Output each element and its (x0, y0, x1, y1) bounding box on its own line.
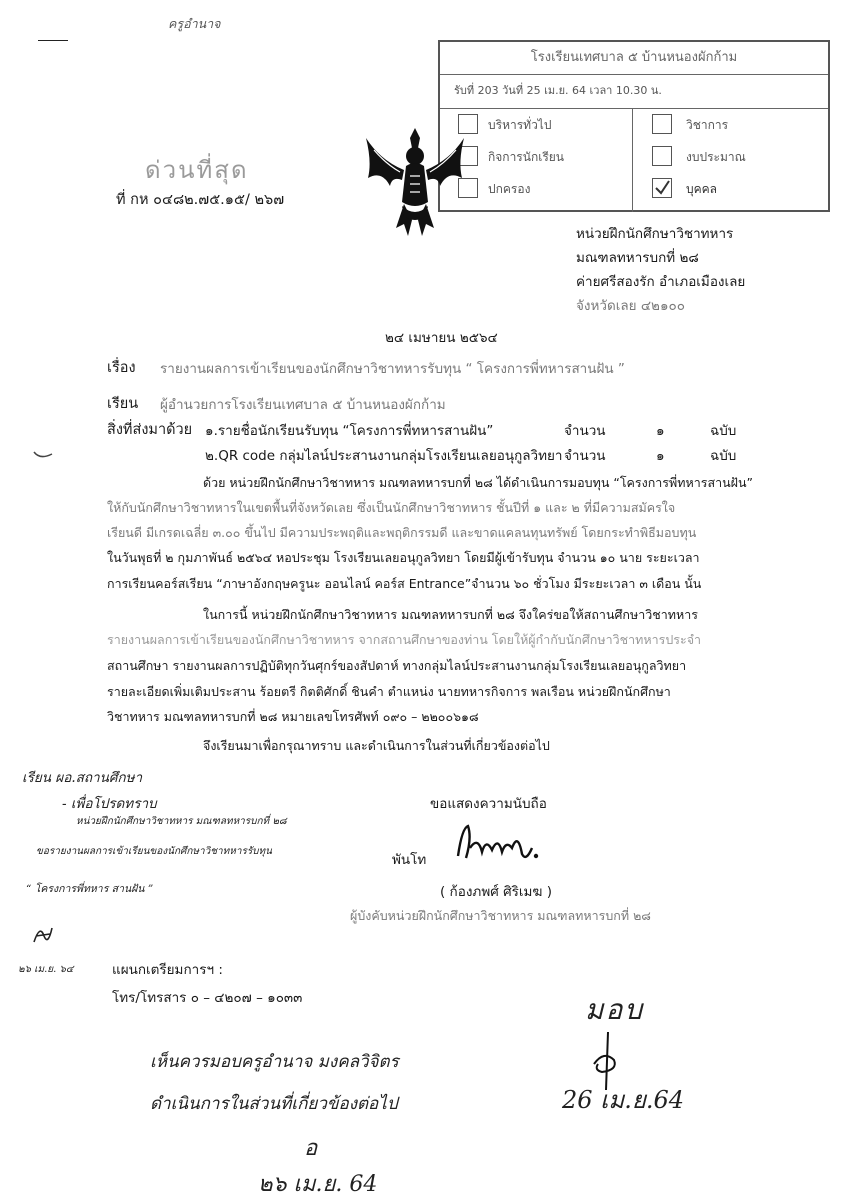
hand-note-initials: อ (304, 1136, 318, 1161)
margin-note-hand-3: “ โครงการพี่ทหาร สานฝัน ” (26, 883, 154, 895)
receiving-stamp (438, 40, 830, 212)
para2-line: รายงานผลการเข้าเรียนของนักศึกษาวิชาทหาร จากสถานศึกษาของท่าน โดยให้ผู้กำกับนักศึกษาวิชาทหารประจำ (107, 632, 702, 647)
margin-date-note: ๒๖ เม.ย. ๖๔ (18, 964, 74, 975)
closing: ขอแสดงความนับถือ (430, 796, 547, 812)
enclosure-unit: ฉบับ (710, 423, 737, 439)
hand-note-line-2: ดำเนินการในส่วนที่เกี่ยวข้องต่อไป (150, 1094, 398, 1114)
enclosure-unit: ฉบับ (710, 448, 737, 464)
checkbox-academic (652, 114, 672, 134)
enclosure-item: ๑.รายชื่อนักเรียนรับทุน “โครงการพี่ทหารสานฝัน” (205, 423, 494, 439)
stamp-right-item: วิชาการ (686, 118, 729, 132)
enclosure-qty: ๑ (656, 423, 665, 439)
checkbox-budget (652, 146, 672, 166)
top-note: ครูอำนาจ (168, 16, 221, 31)
para2-line: วิชาทหาร มณฑลทหารบกที่ ๒๘ หมายเลขโทรศัพท์ ๐๙๐ – ๒๒๐๐๖๑๘ (107, 709, 479, 724)
para1-line: ด้วย หน่วยฝึกนักศึกษาวิชาทหาร มณฑลทหารบกที่ ๒๘ ได้ดำเนินการมอบทุน “โครงการพี่ทหารสานฝัน” (203, 475, 753, 490)
to-label: เรียน (107, 396, 139, 412)
garuda-emblem-icon (360, 120, 470, 250)
stamp-left-item: บริหารทั่วไป (488, 118, 552, 132)
para2-line: สถานศึกษา รายงานผลการปฏิบัติทุกวันศุกร์ของสัปดาห์ ทางกลุ่มไลน์ประสานงานกลุ่มโรงเรียนเลยอนุกูลวิทยา (107, 658, 687, 673)
para1-line: เรียนดี มีเกรดเฉลี่ย ๓.๐๐ ขึ้นไป มีความประพฤติและพฤติกรรมดี และขาดแคลนทุนทรัพย์ โดยกระทำพิธีมอบทุน (107, 525, 697, 540)
enclosure-qty-label: จำนวน (564, 423, 606, 439)
urgency-stamp: ด่วนที่สุด (145, 156, 249, 184)
margin-initial-icon (30, 922, 56, 952)
margin-note-to-head: เรียน ผอ.สถานศึกษา (22, 770, 143, 786)
enclosure-qty-label: จำนวน (564, 448, 606, 464)
binder-hole-icon (30, 432, 60, 466)
stamp-right-item: งบประมาณ (686, 150, 746, 164)
doc-number: ที่ กห ๐๔๘๒.๗๕.๑๕/ ๒๖๗ (116, 192, 285, 208)
enclosure-label: สิ่งที่ส่งมาด้วย (107, 422, 193, 438)
stamp-received-line: รับที่ 203 วันที่ 25 เม.ย. 64 เวลา 10.30 น. (440, 74, 828, 109)
stamp-right-item: บุคคล (686, 182, 718, 196)
hand-note-line-1: เห็นควรมอบครูอำนาจ มงคลวิจิตร (150, 1052, 399, 1072)
para1-line: ให้กับนักศึกษาวิชาทหารในเขตพื้นที่จังหวัดเลย ซึ่งเป็นนักศึกษาวิชาทหาร ชั้นปีที่ ๑ และ ๒ ที่มีความสมัครใจ (107, 500, 676, 515)
sender-line-4: จังหวัดเลย ๔๒๑๐๐ (576, 298, 686, 314)
stamp-left-item: กิจการนักเรียน (488, 150, 564, 164)
para1-line: ในวันพุธที่ ๒ กุมภาพันธ์ ๒๕๖๔ หอประชุม โรงเรียนเลยอนุกูลวิทยา โดยมีผู้เข้ารับทุน จำนวน ๑๐ นาย ระยะเวลา (107, 550, 700, 565)
department: แผนกเตรียมการฯ : (112, 962, 223, 978)
to-text: ผู้อำนวยการโรงเรียนเทศบาล ๕ บ้านหนองผักก้าม (160, 397, 446, 413)
hand-note-assign: มอบ (585, 993, 645, 1026)
corner-mark (38, 40, 68, 41)
signer-name: ( ก้องภพศ์ ศิริเมฆ ) (440, 884, 553, 900)
subject-label: เรื่อง (107, 360, 136, 376)
stamp-school: โรงเรียนเทศบาล ๕ บ้านหนองผักก้าม (440, 42, 828, 75)
para2-line: ในการนี้ หน่วยฝึกนักศึกษาวิชาทหาร มณฑลทหารบกที่ ๒๘ จึงใคร่ขอให้สถานศึกษาวิชาทหาร (203, 607, 698, 622)
hand-note-right-date: 26 เม.ย.64 (562, 1086, 685, 1114)
para1-line: การเรียนคอร์สเรียน “ภาษาอังกฤษครูนะ ออนไลน์ คอร์ส Entrance”จำนวน ๖๐ ชั่วโมง มีระยะเวลา ๓ เดือน นั้น (107, 576, 702, 591)
checkbox-personnel (652, 178, 672, 198)
enclosure-qty: ๑ (656, 448, 665, 464)
letter-date: ๒๔ เมษายน ๒๕๖๔ (385, 330, 498, 346)
hand-note-date: ๒๖ เม.ย. 64 (258, 1172, 378, 1197)
phone-fax: โทร/โทรสาร ๐ – ๔๒๐๗ – ๑๐๓๓ (112, 990, 303, 1006)
signature-icon (452, 818, 542, 874)
subject-text: รายงานผลการเข้าเรียนของนักศึกษาวิชาทหารรับทุน “ โครงการพี่ทหารสานฝัน ” (160, 361, 625, 377)
margin-note-for-info: - เพื่อโปรดทราบ (62, 796, 157, 812)
margin-note-hand-1: หน่วยฝึกนักศึกษาวิชาทหาร มณฑลทหารบกที่ ๒๘ (76, 816, 287, 827)
margin-note-hand-2: ขอรายงานผลการเข้าเรียนของนักศึกษาวิชาทหารรับทุน (36, 846, 272, 857)
stamp-divider (632, 108, 633, 212)
para3-line: จึงเรียนมาเพื่อกรุณาทราบ และดำเนินการในส่วนที่เกี่ยวข้องต่อไป (203, 738, 550, 753)
stamp-left-item: ปกครอง (488, 182, 531, 196)
sender-line-3: ค่ายศรีสองรัก อำเภอเมืองเลย (576, 274, 746, 290)
para2-line: รายละเอียดเพิ่มเติมประสาน ร้อยตรี กิตติศักดิ์ ชินคำ ตำแหน่ง นายทหารกิจการ พลเรือน หน่วยฝึกนักศึกษา (107, 684, 671, 699)
sender-line-1: หน่วยฝึกนักศึกษาวิชาทหาร (576, 226, 734, 242)
signer-position: ผู้บังคับหน่วยฝึกนักศึกษาวิชาทหาร มณฑลทหารบกที่ ๒๘ (350, 908, 651, 923)
sender-line-2: มณฑลทหารบกที่ ๒๘ (576, 250, 699, 266)
enclosure-item: ๒.QR code กลุ่มไลน์ประสานงานกลุ่มโรงเรียนเลยอนุกูลวิทยา (205, 448, 563, 464)
signer-rank: พันโท (392, 852, 427, 868)
